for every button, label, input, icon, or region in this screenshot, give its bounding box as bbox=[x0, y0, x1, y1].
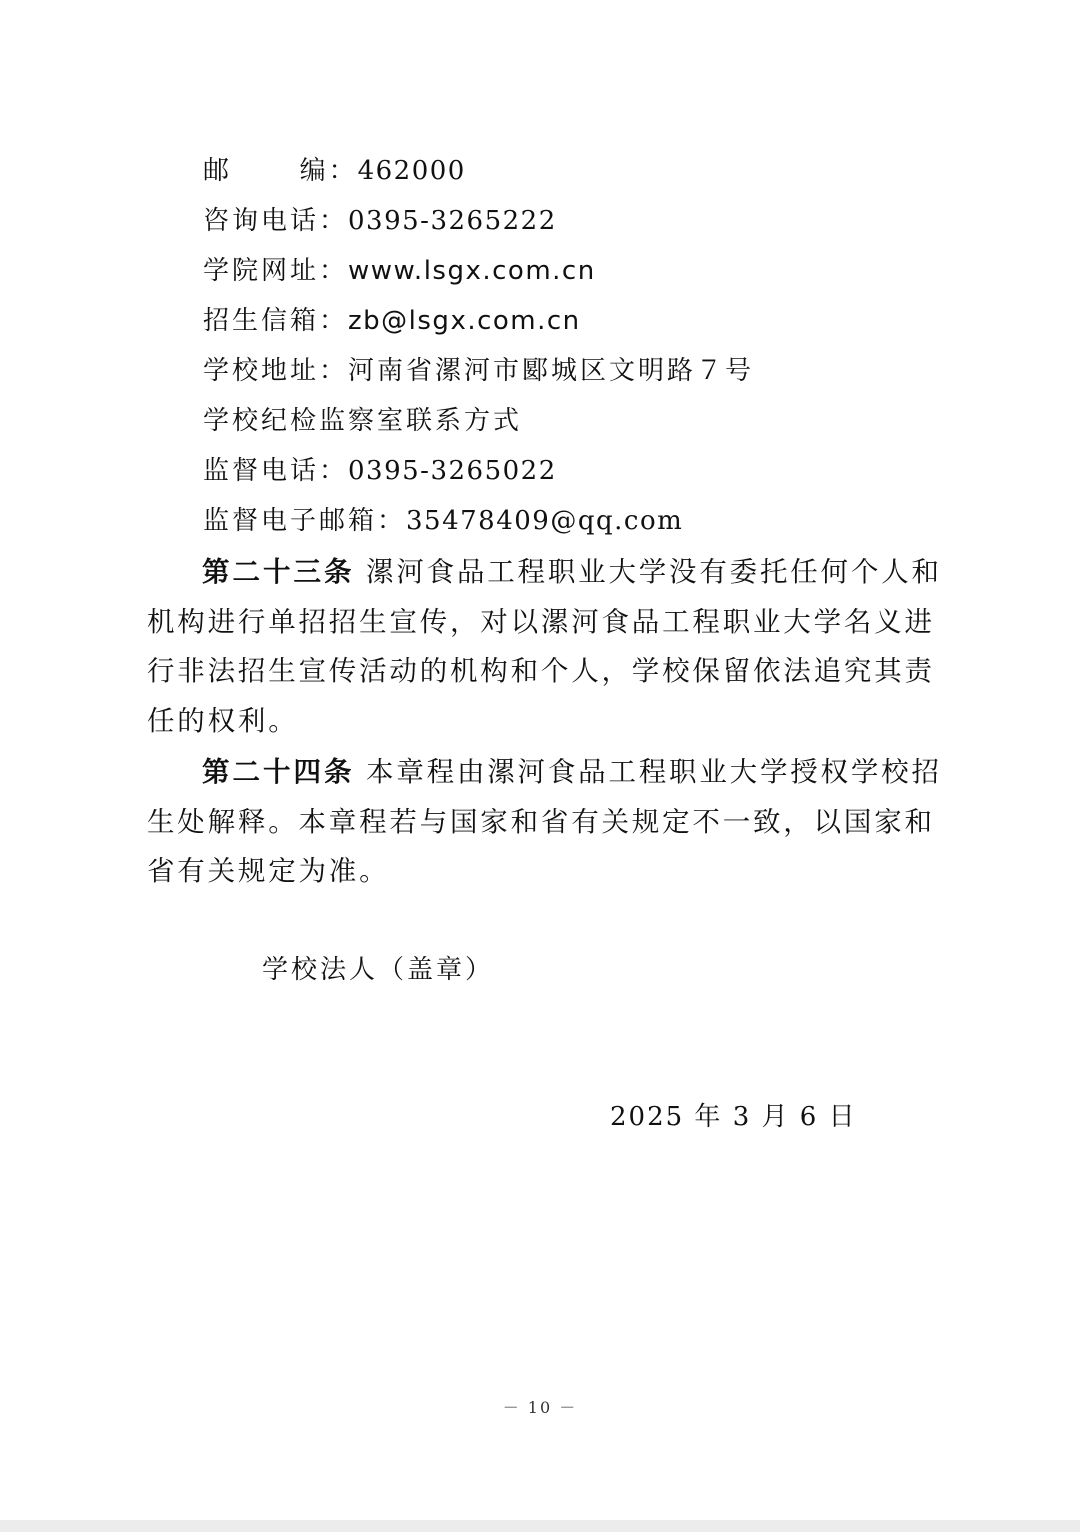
address-value: 河南省漯河市郾城区文明路７号 bbox=[348, 356, 755, 386]
page-number: － 10 － bbox=[502, 1398, 578, 1417]
phone-value: 0395-3265222 bbox=[348, 206, 557, 236]
page-bottom-edge bbox=[0, 1520, 1080, 1532]
website-line bbox=[203, 258, 596, 284]
supervision-phone-label: 监督电话： bbox=[203, 456, 349, 486]
supervision-heading: 学校纪检监察室联系方式 bbox=[203, 406, 523, 436]
article-24-heading: 第二十四条 bbox=[202, 756, 355, 788]
article-24-paragraph bbox=[147, 748, 947, 897]
article-24-body: 本章程由漯河食品工程职业大学授权学校招生处解释。本章程若与国家和省有关规定不一致，以国家和省有关规定为准。 bbox=[147, 756, 942, 887]
signature-line: 学校法人（盖章） bbox=[262, 955, 495, 985]
address-label: 学校地址： bbox=[203, 356, 349, 386]
postcode-value: 462000 bbox=[357, 156, 466, 186]
article-23-heading: 第二十三条 bbox=[202, 556, 355, 588]
phone-line bbox=[203, 208, 557, 234]
email-line bbox=[203, 308, 581, 334]
email-label: 招生信箱： bbox=[203, 306, 349, 336]
phone-label: 咨询电话： bbox=[203, 206, 349, 236]
document-date: 2025 年 3 月 6 日 bbox=[610, 1102, 857, 1132]
website-label: 学院网址： bbox=[203, 256, 349, 286]
article-23-body: 漯河食品工程职业大学没有委托任何个人和机构进行单招招生宣传，对以漯河食品工程职业大学名义进行非法招生宣传活动的机构和个人，学校保留依法追究其责任的权利。 bbox=[147, 556, 942, 737]
supervision-phone-line bbox=[203, 458, 557, 484]
supervision-email-value: 35478409@qq.com bbox=[406, 506, 684, 536]
postcode-line bbox=[203, 158, 466, 184]
address-line bbox=[203, 358, 754, 384]
supervision-phone-value: 0395-3265022 bbox=[348, 456, 557, 486]
postcode-label: 邮 编： bbox=[203, 156, 358, 186]
email-value: zb@lsgx.com.cn bbox=[348, 306, 581, 336]
website-value: www.lsgx.com.cn bbox=[348, 256, 596, 286]
article-23-paragraph bbox=[147, 548, 947, 746]
supervision-email-label: 监督电子邮箱： bbox=[203, 506, 407, 536]
supervision-email-line bbox=[203, 508, 683, 534]
